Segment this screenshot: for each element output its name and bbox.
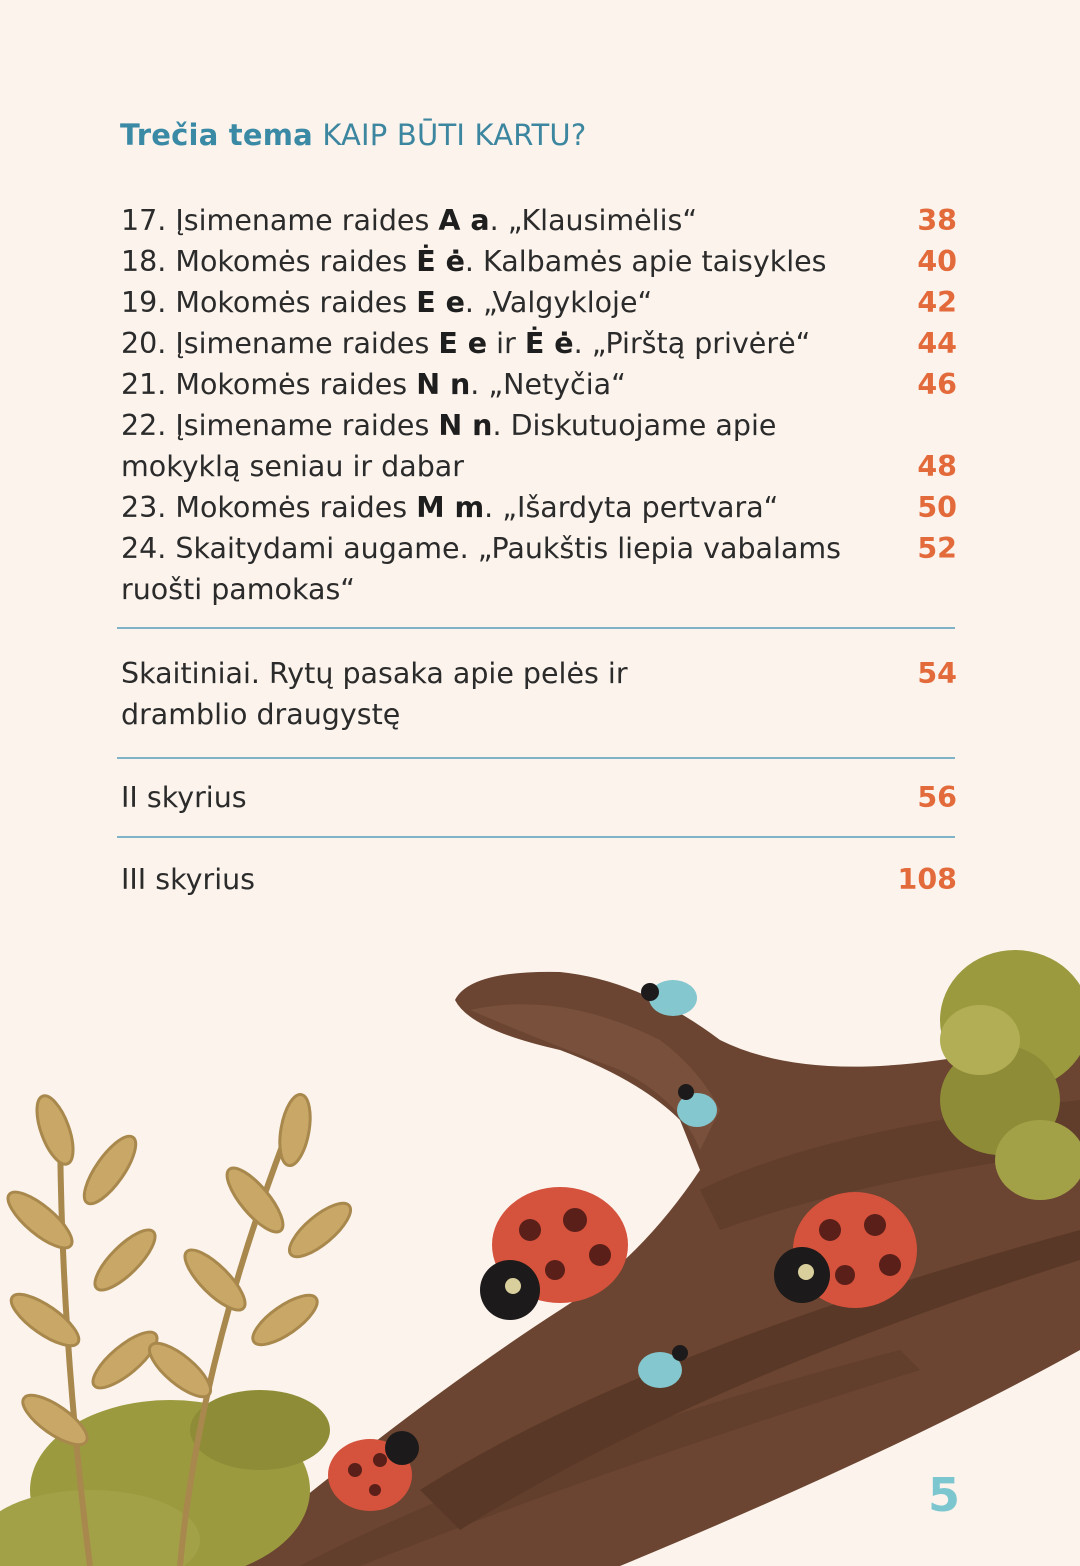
toc-entry-22[interactable] [121,405,957,487]
toc-entry-chapter-2[interactable] [121,777,957,818]
toc-entry-text: 23. Mokomės raides M m. „Išardyta pertvara“ [121,491,779,524]
divider [117,836,955,838]
toc-entry-20[interactable] [121,323,957,364]
toc-page-number: 52 [917,532,957,565]
toc-page-number: 54 [917,657,957,690]
page-number: 5 [928,1468,961,1522]
toc-page-number: 44 [917,327,957,360]
theme-heading [120,118,586,152]
toc-page-number: 48 [917,450,957,483]
divider [117,627,955,629]
toc-entry-text: Skaitiniai. Rytų pasaka apie pelės ir dramblio draugystę [121,657,628,731]
toc-entry-readings[interactable] [121,653,957,735]
toc-page-number: 56 [917,781,957,814]
theme-title: KAIP BŪTI KARTU? [322,118,587,152]
toc-entry-text: II skyrius [121,781,247,814]
toc-entry-text: 18. Mokomės raides Ė ė. Kalbamės apie taisykles [121,245,827,278]
toc-page-number: 38 [917,204,957,237]
toc-entry-text: 24. Skaitydami augame. „Paukštis liepia vabalams ruošti pamokas“ [121,532,842,606]
toc-entry-text: 20. Įsimename raides E e ir Ė ė. „Pirštą privėrė“ [121,327,811,360]
toc-entry-text: 22. Įsimename raides N n. Diskutuojame apie mokyklą seniau ir dabar [121,409,777,483]
toc-page-number: 108 [897,863,957,896]
toc-entry-text: III skyrius [121,863,256,896]
toc-entry-23[interactable] [121,487,957,528]
toc-entry-text: 21. Mokomės raides N n. „Netyčia“ [121,368,626,401]
theme-label: Trečia tema [120,118,313,152]
toc-entry-17[interactable] [121,200,957,241]
toc-entry-18[interactable] [121,241,957,282]
divider [117,757,955,759]
toc-entry-text: 19. Mokomės raides E e. „Valgykloje“ [121,286,653,319]
toc-page-number: 42 [917,286,957,319]
table-of-contents [121,200,957,610]
branch-ladybugs-illustration [0,930,1080,1566]
toc-entry-19[interactable] [121,282,957,323]
toc-entry-text: 17. Įsimename raides A a. „Klausimėlis“ [121,204,698,237]
toc-page-number: 46 [917,368,957,401]
toc-entry-21[interactable] [121,364,957,405]
toc-page-number: 50 [917,491,957,524]
toc-entry-chapter-3[interactable] [121,859,957,900]
toc-entry-24[interactable] [121,528,957,610]
toc-page-number: 40 [917,245,957,278]
